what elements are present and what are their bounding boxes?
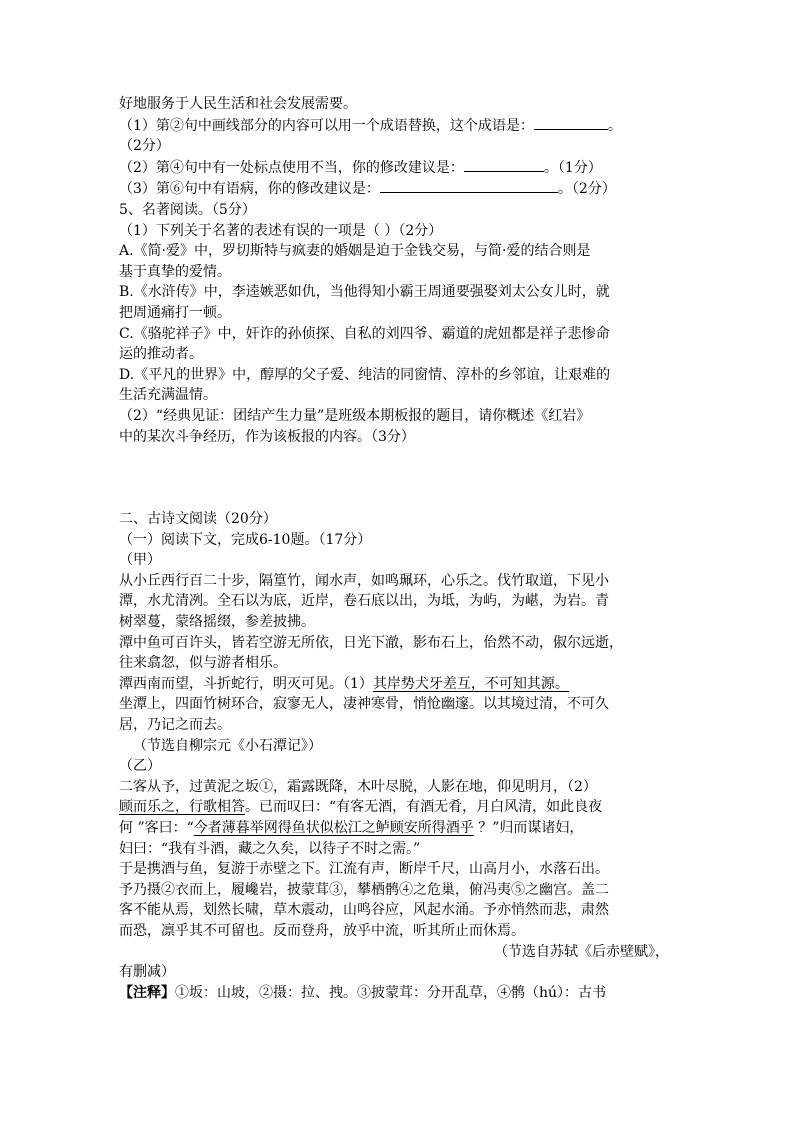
answer-blank-3: [380, 178, 558, 193]
passage-yi-line: 予乃摄②衣而上，履巉岩，披蒙茸③，攀栖鹘④之危巢，俯冯夷⑤之幽宫。盖二: [119, 881, 609, 898]
q5-option-b-line1: B.《水浒传》中，李逵嫉恶如仇，当他得知小霸王周通要强娶刘太公女儿时，就: [119, 284, 610, 301]
passage-yi-line: 而恐，凛乎其不可留也。反而登舟，放乎中流，听其所止而休焉。: [119, 922, 525, 939]
q5-option-c-line1: C.《骆驼祥子》中，奸诈的孙侦探、自私的刘四爷、霸道的虎妞都是祥子悲惨命: [119, 325, 610, 342]
q4-item1-score: （2分）: [119, 138, 170, 155]
q5-item1: （1）下列关于名著的表述有误的一项是（ ）（2分）: [119, 222, 443, 239]
section2-title: 二、古诗文阅读（20分）: [119, 511, 277, 528]
passage-yi-line: 何 ”客曰：“今者薄暮举网得鱼状似松江之鲈顾安所得酒乎 ？”归而谋诸妇，: [119, 820, 584, 836]
q4-item3: （3）第⑥句中有语病，你的修改建议是： 。（2分）: [119, 178, 679, 200]
q4-item2: （2）第④句中有一处标点使用不当，你的修改建议是： 。（1分）: [119, 157, 679, 179]
passage-jia-line: 潭，水尤清冽。全石以为底，近岸，卷石底以出，为坻，为屿，为嵁，为岩。青: [119, 593, 609, 610]
passage-jia-line: 坐潭上，四面竹树环合，寂寥无人，凄神寒骨，悄怆幽邃。以其境过清，不可久: [119, 696, 609, 713]
notes-label: 【注释】: [119, 984, 175, 1001]
q5-option-b-line2: 把周通痛打一顿。: [119, 304, 231, 321]
answer-space: [119, 447, 679, 509]
underlined-sentence-1: 其岸势犬牙差互，不可知其源。: [372, 675, 569, 692]
intro-tail: 好地服务于人民生活和社会发展需要。: [119, 96, 357, 112]
passage-yi-source: （节选自苏轼《后赤壁赋》，: [494, 943, 669, 960]
q5-option-c-line2: 运的推动者。: [119, 346, 203, 363]
q5-option-a-line1: A.《简·爱》中，罗切斯特与疯妻的婚姻是迫于金钱交易，与简·爱的结合则是: [119, 243, 591, 260]
passage-yi-line: 妇曰：“我有斗酒，藏之久矣，以待子不时之需。”: [119, 840, 421, 857]
answer-blank-1: [534, 115, 608, 130]
q5-option-a-line2: 基于真挚的爱情。: [119, 263, 231, 280]
passage-jia-line: 树翠蔓，蒙络摇缀，参差披拂。: [119, 614, 315, 631]
q5-option-d-line1: D.《平凡的世界》中，醇厚的父子爱、纯洁的同窗情、淳朴的乡邻谊，让艰难的: [119, 366, 611, 383]
q5-option-d-line2: 生活充满温情。: [119, 387, 217, 404]
q5-title: 5、名著阅读。（5分）: [119, 201, 256, 218]
passage-jia-source: （节选自柳宗元《小石潭记》）: [133, 737, 322, 754]
answer-blank-2: [464, 157, 544, 172]
passage-jia-line: 往来翕忽，似与游者相乐。: [119, 655, 287, 672]
exam-page: [119, 94, 679, 1003]
passage-yi-label: （乙）: [119, 758, 161, 775]
underlined-sentence-3: 今者薄暮举网得鱼状似松江之鲈顾安所得酒乎: [193, 820, 474, 836]
passage-yi-line: 顾而乐之，行歌相答。已而叹曰：“有客无酒，有酒无肴，月白风清，如此良夜: [119, 799, 603, 816]
passage-yi-line: 客不能从焉，划然长啸，草木震动，山鸣谷应，风起水涌。予亦悄然而悲，肃然: [119, 902, 609, 919]
underlined-sentence-2: 顾而乐之，行歌相答: [119, 799, 245, 816]
notes-line: 【注释】①坂：山坡，②摄：拉、拽。③披蒙茸：分开乱草，④鹘（hú）：古书: [119, 984, 607, 1001]
passage-yi-line: 于是携酒与鱼，复游于赤壁之下。江流有声，断岸千尺，山高月小，水落石出。: [119, 861, 609, 878]
q5-item2-line1: （2）“经典见证：团结产生力量”是班级本期板报的题目，请你概述《红岩》: [119, 407, 591, 424]
q4-item1: （1）第②句中画线部分的内容可以用一个成语替换，这个成语是： 。: [119, 115, 679, 137]
passage-yi-source-tail: 有删减）: [119, 964, 175, 981]
passage-jia-line: 居，乃记之而去。: [119, 717, 231, 734]
passage-yi-line: 二客从予，过黄泥之坂①，霜露既降，木叶尽脱，人影在地，仰见明月，（2）: [119, 778, 597, 795]
q5-item2-line2: 中的某次斗争经历，作为该板报的内容。（3分）: [119, 428, 415, 445]
passage-jia-line: 潭中鱼可百许头，皆若空游无所依，日光下澈，影布石上，佁然不动，俶尔远逝，: [119, 634, 623, 651]
passage-jia-line: 潭西南而望，斗折蛇行，明灭可见。（1）其岸势犬牙差互，不可知其源。: [119, 675, 569, 692]
passage-jia-line: 从小丘西行百二十步，隔篁竹，闻水声，如鸣珮环，心乐之。伐竹取道，下见小: [119, 572, 609, 589]
section2-sub1: （一）阅读下文，完成6-10题。（17分）: [119, 531, 372, 548]
passage-jia-label: （甲）: [119, 552, 161, 569]
